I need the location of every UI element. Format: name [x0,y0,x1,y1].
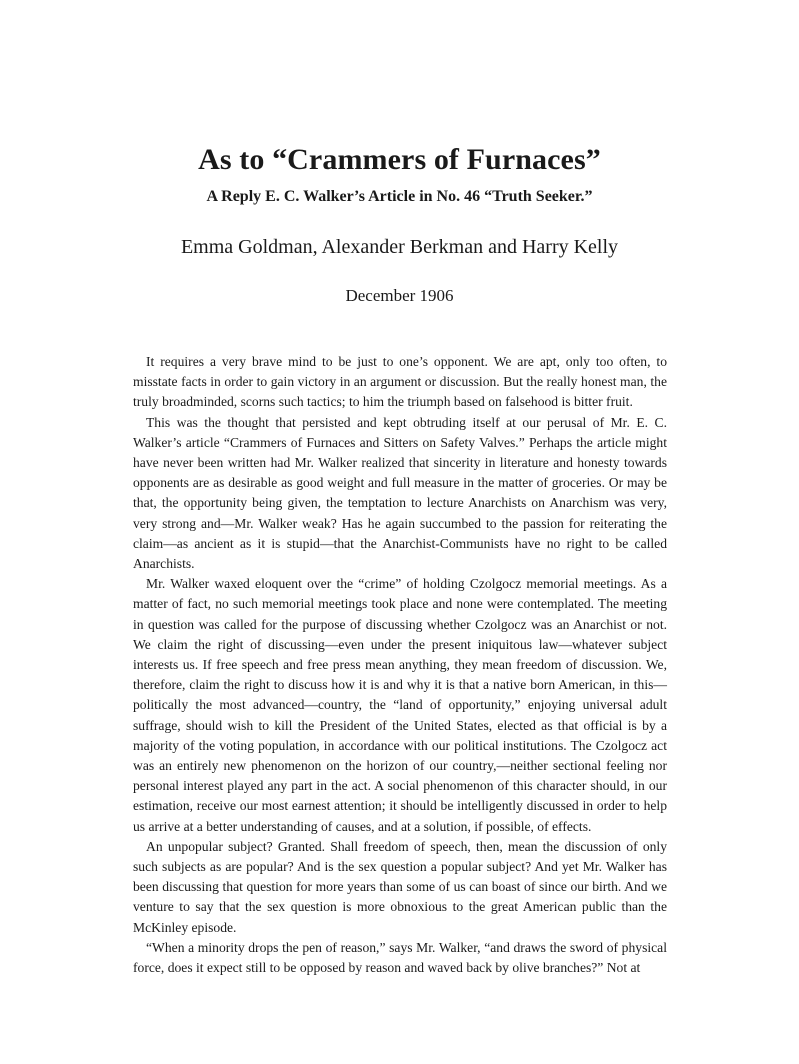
paragraph-1: It requires a very brave mind to be just to one’s opponent. We are apt, only too often, to misstate facts in order to gain victory in an argument or discussion. But the really honest man, the truly broadminded, scorns such tactics; to him the triumph based on falsehood is bitter fruit. [133,354,667,410]
document-title: As to “Crammers of Furnaces” [198,143,601,176]
document-body [133,352,667,978]
paragraph-2: This was the thought that persisted and kept obtruding itself at our perusal of Mr. E. C. Walker’s article “Crammers of Furnaces and Sitters on Safety Valves.” Perhaps the article might have never been written had Mr. Walker realized that sincerity in literature and honesty towards opponents are as desirable as good weight and full measure in the matter of groceries. Or may be that, the opportunity being given, the temptation to lecture Anarchists on Anarchism was very, very strong and—Mr. Walker weak? Has he again succumbed to the passion for reiterating the claim—as ancient as it is stupid—that the Anarchist-Communists have no right to be called Anarchists. [133,414,667,572]
document-date: December 1906 [345,286,454,305]
paragraph-3: Mr. Walker waxed eloquent over the “crime” of holding Czolgocz memorial meetings. As a matter of fact, no such memorial meetings took place and none were contemplated. The meeting in question was called for the purpose of discussing whether Czolgocz was an Anarchist or not. We claim the right of discussing—even under the present iniquitous law—whatever subject interests us. If free speech and free press mean anything, they mean freedom of discussion. We, therefore, claim the right to discuss how it is and why it is that a native born American, in this—politically the most advanced—country, the “land of opportunity,” enjoying universal adult suffrage, should wish to kill the President of the United States, elected as that official is by a majority of the voting population, in accordance with our political institutions. The Czolgocz act was an entirely new phenomenon on the horizon of our country,—neither sectional feeling nor personal interest played any part in the act. A social phenomenon of this character should, in our estimation, receive our most earnest attention; it should be intelligently discussed in order to help us arrive at a better understanding of causes, and at a solution, if possible, of effects. [133,576,667,834]
paragraph-5: “When a minority drops the pen of reason,” says Mr. Walker, “and draws the sword of physical force, does it expect still to be opposed by reason and waved back by olive branches?” Not at [133,939,667,976]
document-subtitle: A Reply E. C. Walker’s Article in No. 46 “Truth Seeker.” [206,188,593,205]
document-authors: Emma Goldman, Alexander Berkman and Harry Kelly [180,236,619,258]
paragraph-4: An unpopular subject? Granted. Shall freedom of speech, then, mean the discussion of only such subjects as are popular? And is the sex question a popular subject? And yet Mr. Walker has been discussing that question for more years than some of us can boast of since our birth. And we venture to say that the sex question is more obnoxious to the great American public than the McKinley episode. [133,838,667,935]
